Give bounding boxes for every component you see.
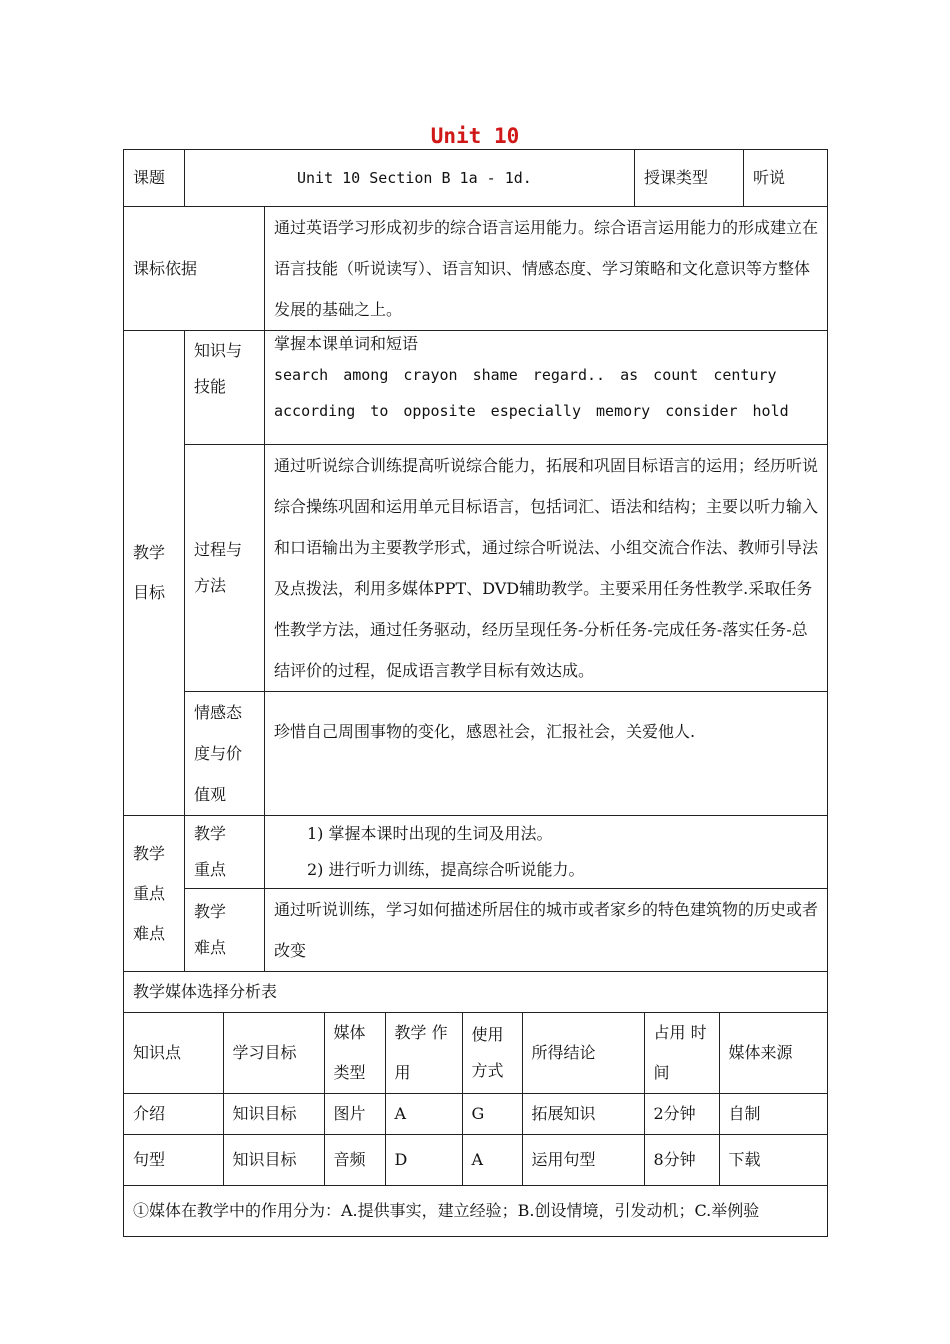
media-note-row (124, 1185, 828, 1236)
media-cell: 图片 (324, 1094, 385, 1135)
focus-list (265, 816, 828, 889)
media-title: 教学媒体选择分析表 (124, 972, 828, 1013)
knowledge-content (265, 331, 828, 445)
media-header-cell: 教学 作用 (385, 1013, 462, 1094)
knowledge-label: 知识与技能 (185, 331, 265, 445)
course-value: Unit 10 Section B 1a - 1d. (185, 150, 635, 207)
media-header-cell: 知识点 (124, 1013, 223, 1094)
media-header-cell: 所得结论 (522, 1013, 644, 1094)
basis-text: 通过英语学习形成初步的综合语言运用能力。综合语言运用能力的形成建立在语言技能（听说读写）、语言知识、情感态度、学习策略和文化意识等方整体发展的基础之上。 (265, 207, 828, 331)
media-data-row (124, 1135, 828, 1185)
course-row (124, 150, 828, 207)
focus-item-1: 1) 掌握本课时出现的生词及用法。 (307, 824, 553, 843)
basis-label: 课标依据 (124, 207, 265, 331)
media-cell: G (462, 1094, 522, 1135)
process-text: 通过听说综合训练提高听说综合能力，拓展和巩固目标语言的运用；经历听说综合操练巩固和运用单元目标语言，包括词汇、语法和结构；主要以听力输入和口语输出为主要教学形式，通过综合听说法、小组交流合作法、教师引导法及点拨法，利用多媒体PPT、DVD辅助教学。主要采用任务性教学.采取任务性教学方法，通过任务驱动，经历呈现任务-分析任务-完成任务-落实任务-总结评价的过程，促成语言教学目标有效达成。 (265, 445, 828, 692)
focus-row (124, 816, 828, 889)
goals-label: 教学目标 (124, 331, 185, 816)
emotion-label: 情感态度与价值观 (185, 692, 265, 816)
media-header-cell: 占用 时间 (644, 1013, 719, 1094)
knowledge-line-1: 掌握本课单词和短语 (274, 334, 419, 353)
course-type-value: 听说 (744, 150, 828, 207)
course-type-label: 授课类型 (635, 150, 744, 207)
emotion-text: 珍惜自己周围事物的变化，感恩社会，汇报社会，关爱他人. (265, 692, 828, 816)
media-note: ①媒体在教学中的作用分为：A.提供事实，建立经验；B.创设情境，引发动机；C.举例验 (124, 1185, 828, 1236)
focus-item-2: 2) 进行听力训练，提高综合听说能力。 (307, 860, 585, 879)
document-title: Unit 10 (430, 124, 520, 148)
media-cell: 8分钟 (644, 1135, 719, 1185)
media-analysis-table (124, 1013, 828, 1185)
knowledge-vocab-2: according to opposite especially memory consider hold (274, 402, 789, 420)
media-header-cell: 使用方式 (462, 1013, 522, 1094)
media-table-row (124, 1013, 828, 1186)
media-cell: 拓展知识 (522, 1094, 644, 1135)
goal-process-row (124, 445, 828, 692)
knowledge-vocab-1: search among crayon shame regard.. as count century (274, 366, 777, 384)
goal-emotion-row (124, 692, 828, 816)
difficulty-label: 教学难点 (185, 889, 265, 972)
media-cell: D (385, 1135, 462, 1185)
media-header-row (124, 1013, 828, 1094)
media-header-cell: 媒体类型 (324, 1013, 385, 1094)
media-cell: 介绍 (124, 1094, 223, 1135)
media-cell: 知识目标 (223, 1094, 324, 1135)
difficulty-row (124, 889, 828, 972)
media-cell: 下载 (719, 1135, 828, 1185)
goal-knowledge-row (124, 331, 828, 445)
media-header-cell: 学习目标 (223, 1013, 324, 1094)
media-data-row (124, 1094, 828, 1135)
basis-row (124, 207, 828, 331)
difficulty-text: 通过听说训练，学习如何描述所居住的城市或者家乡的特色建筑物的历史或者改变 (265, 889, 828, 972)
keypoints-label: 教学重点难点 (124, 816, 185, 972)
media-cell: A (462, 1135, 522, 1185)
focus-label: 教学重点 (185, 816, 265, 889)
media-cell: 运用句型 (522, 1135, 644, 1185)
course-label: 课题 (124, 150, 185, 207)
lesson-plan-table (123, 149, 828, 1237)
media-cell: 2分钟 (644, 1094, 719, 1135)
media-cell: 句型 (124, 1135, 223, 1185)
media-cell: 知识目标 (223, 1135, 324, 1185)
media-header-cell: 媒体来源 (719, 1013, 828, 1094)
media-title-row (124, 972, 828, 1013)
media-cell: 音频 (324, 1135, 385, 1185)
process-label: 过程与方法 (185, 445, 265, 692)
media-cell: A (385, 1094, 462, 1135)
media-cell: 自制 (719, 1094, 828, 1135)
